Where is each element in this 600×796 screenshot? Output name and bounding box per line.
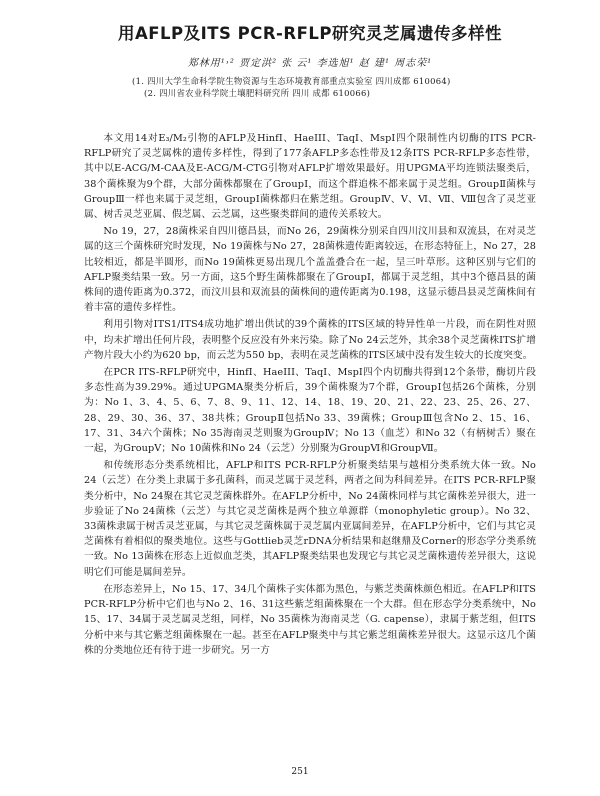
paragraph-pcr-rflp-clustering: 在PCR ITS-RFLP研究中，HinfI、HaeIII、TaqI、MspI四个内切酶共得到12个条带，酶切片段多态性高为39.29%。通过UPGMA聚类分析后，39个菌株聚为7个群，GroupⅠ包括26个菌株，分别为：No 1、3、4、5、6、7、8、9、11、12、14、18、19、20、21、22、23、25、26、27、28、29、30、36、37、38共株；GroupⅡ包括No 33、39菌株；GroupⅢ包含No 2、15、16、17、31、34六个菌株；No 35海南灵芝则聚为GroupⅣ；No 13（血芝）和No 32（有柄树舌）聚在一起，为GroupⅤ；No 10菌株和No 24（云芝）分别聚为GroupⅥ和GroupⅦ。 [84, 367, 536, 455]
affiliation-1: (1. 四川大学生命科学院生物资源与生态环境教育部重点实验室 四川成都 610064) [132, 76, 451, 86]
paper-title: 用AFLP及ITS PCR-RFLP研究灵芝属遗传多样性 [117, 24, 502, 43]
abstract-body [84, 131, 536, 658]
affiliation-2: (2. 四川省农业科学院土壤肥料研究所 四川 成都 610066) [144, 88, 371, 98]
paragraph-taxonomy-comparison: 和传统形态分类系统相比，AFLP和ITS PCR-RFLP分析聚类结果与越相分类系统大体一致。No 24（云芝）在分类上隶属于多孔菌科，而灵芝属于灵芝科，两者之间为科间差异。在ITS PCR-RFLP聚类分析中，No 24聚在其它灵芝菌株群外。在AFLP分析中，No 24菌株同样与其它菌株差异很大，进一步验证了No 24菌株（云芝）与其它灵芝菌株是两个独立单源群（monophyletic group）。No 32、33菌株隶属于树舌灵芝亚属，与其它灵芝菌株属于灵芝属内亚属间差异，在AFLP分析中，它们与其它灵芝菌株有着相似的聚类地位。这些与Gottlieb灵芝rDNA分析结果和赵继鼎及Corner的形态学分类系统一致。No 13菌株在形态上近似血芝类，其AFLP聚类结果也发现它与其它灵芝菌株遗传差异很大，这说明它们可能是属间差异。 [84, 460, 536, 578]
page-number: 251 [291, 767, 309, 777]
paragraph-its-amplification: 利用引物对ITS1/ITS4成功地扩增出供试的39个菌株的ITS区域的特异性单一片段，而在阴性对照中，均未扩增出任何片段，表明整个反应没有外来污染。除了No 24云芝外，其余38个灵芝菌株ITS扩增产物片段大小约为620 bp，而云芝为550 bp，表明在灵芝菌株的ITS区域中没有发生较大的长度突变。 [84, 319, 536, 361]
author-list: 郑林用¹˒² 贾定洪² 张 云¹ 李选旭¹ 赵 建¹ 周志荣¹ [187, 58, 433, 69]
paragraph-morphology-differences: 在形态差异上，No 15、17、34几个菌株子实体都为黑色，与紫芝类菌株颜色相近。在AFLP和ITS PCR-RFLP分析中它们也与No 2、16、31这些紫芝组菌株聚在一个大群。但在形态学分类系统中，No 15、17、34属于灵芝属灵芝组，同样，No 35菌株为海南灵芝（G. capense），隶属于紫芝组，但ITS分析中来与其它紫芝组菌株聚在一起。甚至在AFLP聚类中与其它紫芝组菌株差异很大。这显示这几个菌株的分类地位还有待于进一步研究。另一方 [84, 583, 536, 656]
paragraph-summary: 本文用14对E₃/M₂引物的AFLP及HinfI、HaeIII、TaqI、MspI四个限制性内切酶的ITS PCR-RFLP研究了灵芝属株的遗传多样性，得到了177条AFLP多态性带及12条ITS PCR-RFLP多态性带，其中以E-ACG/M-CAA及E-ACG/M-CTG引物对AFLP扩增效果最好。用UPGMA平均连锁法聚类后，38个菌株聚为9个群，大部分菌株都聚在了GroupⅠ，而这个群追株不都来属于灵芝组。GroupⅡ菌株与GroupⅢ一样也来属于灵芝组，GroupⅠ菌株都归在紫芝组。GroupⅣ、Ⅴ、Ⅵ、Ⅶ、Ⅷ包含了灵芝亚属、树舌灵芝亚属、假芝属、云芝属，这些聚类群间的遗传关系较大。 [84, 133, 536, 221]
paragraph-sichuan-strains: No 19，27，28菌株采自四川德昌县，而No 26，29菌株分别采自四川汶川县和双流县，在对灵芝属的这三个菌株研究时发现，No 19菌株与No 27，28菌株遗传距离较远，在形态特征上，No 27，28比较相近，都是半圆形，而No 19菌株更易出现几个盖盖叠合在一起，呈三叶草形。这种区别与它们的AFLP聚类结果一致。另一方面，这5个野生菌株都聚在了GroupⅠ，都属于灵芝组，其中3个德昌县的菌株间的遗传距离为0.372，而汶川县和双流县的菌株间的遗传距离为0.198，这显示德昌县灵芝菌株间有着丰富的遗传多样性。 [84, 226, 536, 314]
